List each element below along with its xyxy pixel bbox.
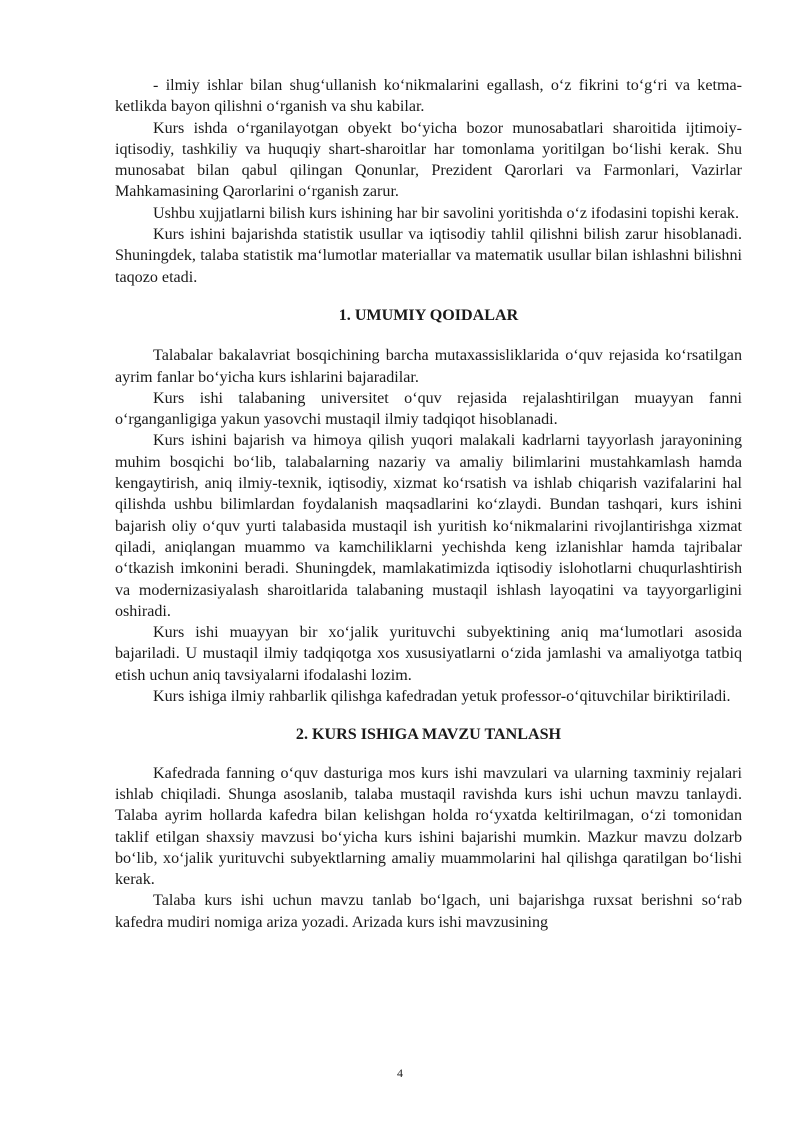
page-number: 4 — [397, 1066, 403, 1080]
body-paragraph: Kurs ishda o‘rganilayotgan obyekt bo‘yicha bozor munosabatlari sharoitida ijtimoiy-iqtisodiy, tashkiliy va huquqiy shart-sharoitlar har tomonlama yoritilgan bo‘lishi kerak. Shu munosabat bilan qabul qilingan Qonunlar, Prezident Qarorlari va Farmonlari, Vazirlar Mahkamasining Qarorlarini o‘rganish zarur. — [115, 119, 742, 201]
body-paragraph: Kurs ishi talabaning universitet o‘quv rejasida rejalashtirilgan muayyan fanni o‘rganganligiga yakun yasovchi mustaqil ilmiy tadqiqot hisoblanadi. — [115, 389, 742, 429]
body-paragraph: Talaba kurs ishi uchun mavzu tanlab bo‘lgach, uni bajarishga ruxsat berishni so‘rab kafedra mudiri nomiga ariza yozadi. Arizada kurs ishi mavzusining — [115, 892, 742, 931]
body-paragraph: Kurs ishiga ilmiy rahbarlik qilishga kafedradan yetuk professor-o‘qituvchilar biriktiriladi. — [153, 688, 731, 706]
body-paragraph: Kurs ishini bajarishda statistik usullar va iqtisodiy tahlil qilishni bilish zarur hisoblanadi. Shuningdek, talaba statistik ma‘lumotlar materiallar va matematik usullar bilan ishlashni bilishni taqozo etadi. — [115, 226, 742, 286]
section-heading: 1. UMUMIY QOIDALAR — [338, 306, 519, 324]
body-paragraph: Talabalar bakalavriat bosqichining barcha mutaxassisliklarida o‘quv rejasida ko‘rsatilgan ayrim fanlar bo‘yicha kurs ishlarini bajaradilar. — [115, 347, 742, 386]
section-heading: 2. KURS ISHIGA MAVZU TANLASH — [295, 726, 562, 744]
body-paragraph: Kafedrada fanning o‘quv dasturiga mos kurs ishi mavzulari va ularning taxminiy rejalari ishlab chiqiladi. Shunga asoslanib, talaba mustaqil ravishda kurs ishi uchun mavzu tanlaydi. Talaba ayrim hollarda kafedra bilan kelishgan holda ro‘yxatda keltirilmagan, o‘zi tomonidan taklif etilgan shaxsiy mavzusi bo‘yicha kurs ishini bajarishi mumkin. Mazkur mavzu dolzarb bo‘lib, xo‘jalik yurituvchi subyektlarning amaliy muammolarini hal qilishga qaratilgan bo‘lishi kerak. — [115, 764, 742, 889]
document-page — [115, 75, 742, 933]
body-paragraph: Kurs ishi muayyan bir xo‘jalik yurituvchi subyektining aniq ma‘lumotlari asosida bajariladi. U mustaqil ilmiy tadqiqotga xos xususiyatlarni o‘zida jamlashi va amaliyotga tatbiq etish uchun aniq tavsiyalarni ifodalashi lozim. — [115, 624, 742, 684]
body-paragraph: - ilmiy ishlar bilan shug‘ullanish ko‘nikmalarini egallash, o‘z fikrini to‘g‘ri va ketma-ketlikda bayon qilishni o‘rganish va shu kabilar. — [115, 77, 742, 116]
body-paragraph: Ushbu xujjatlarni bilish kurs ishining har bir savolini yoritishda o‘z ifodasini topishi kerak. — [153, 204, 740, 222]
body-paragraph: Kurs ishini bajarish va himoya qilish yuqori malakali kadrlarni tayyorlash jarayonining muhim bosqichi bo‘lib, talabalarning nazariy va amaliy bilimlarini mustahkamlash hamda kengaytirish, aniq ilmiy-texnik, iqtisodiy, xizmat ko‘rsatish va ishlab chiqarish vazifalarini hal qilishda ushbu bilimlardan foydalanish maqsadlarini ko‘zlaydi. Bundan tashqari, kurs ishini bajarish oliy o‘quv yurti talabasida mustaqil ish yuritish ko‘nikmalarini rivojlantirishga xizmat qiladi, aniqlangan muammo va kamchiliklarni yechishda keng izlanishlar hamda tajribalar o‘tkazish imkonini beradi. Shuningdek, mamlakatimizda iqtisodiy islohotlarni chuqurlashtirish va modernizasiyalash sharoitlarida talabaning mustaqil ishlash layoqatini va tayyorgarligini oshiradi. — [115, 432, 742, 620]
